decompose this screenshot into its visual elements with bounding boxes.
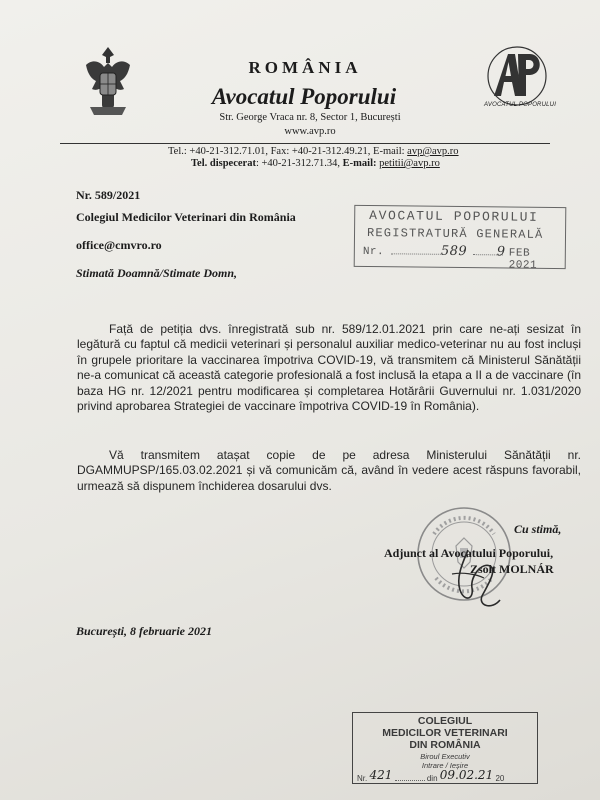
place-and-date: București, 8 februarie 2021 — [76, 624, 213, 638]
registry-stamp-subtitle: REGISTRATURĂ GENERALĂ — [366, 226, 544, 242]
salutation: Stimată Doamnă/Stimate Domn, — [76, 266, 238, 280]
registry-stamp — [354, 205, 567, 272]
receipt-stamp-line-2: MEDICILOR VETERINARI — [382, 727, 508, 739]
registry-number-handwritten: 589 — [440, 243, 468, 260]
receipt-stamp-entry — [353, 770, 537, 784]
contact-line-2 — [191, 158, 440, 169]
institution-address: Str. George Vraca nr. 8, Sector 1, București — [219, 112, 401, 123]
receipt-number-label: Nr. — [357, 774, 368, 783]
closing-phrase: Cu stimă, — [514, 522, 562, 536]
petitions-email-label: E-mail: — [342, 158, 377, 169]
recipient-name: Colegiul Medicilor Veterinari din România — [76, 210, 296, 224]
receipt-stamp-direction: Intrare / Ieșire — [421, 761, 469, 770]
signer-title: Adjunct al Avocatului Poporului, — [384, 546, 554, 560]
dispatcher-label: Tel. dispecerat — [191, 158, 256, 169]
receipt-stamp-line-1: COLEGIUL — [417, 715, 473, 727]
country-heading: ROMÂNIA — [248, 58, 362, 77]
receipt-number-handwritten: 421 — [369, 768, 393, 782]
contact-line-1 — [168, 146, 459, 157]
institution-website[interactable]: www.avp.ro — [284, 126, 336, 137]
receipt-stamp-office: Biroul Executiv — [420, 752, 470, 761]
contact-email-link[interactable]: avp@avp.ro — [407, 146, 459, 157]
receipt-year-suffix: 20 — [495, 774, 505, 783]
signer-name: Zsolt MOLNÁR — [470, 562, 554, 576]
registry-month-year: FEB 2021 — [508, 247, 538, 272]
registry-stamp-title: AVOCATUL POPORULUI — [369, 208, 539, 225]
receipt-stamp-line-3: DIN ROMÂNIA — [409, 739, 481, 751]
recipient-email[interactable]: office@cmvro.ro — [76, 238, 162, 252]
letter-number: Nr. 589/2021 — [76, 188, 141, 202]
receipt-date-handwritten: 09.02.21 — [439, 768, 494, 782]
institution-name: Avocatul Poporului — [211, 84, 397, 109]
registry-number-label: Nr. — [362, 245, 385, 259]
registry-stamp-entry — [362, 243, 559, 272]
receipt-stamp — [352, 712, 538, 784]
logo-caption: AVOCATUL POPORULUI — [484, 102, 557, 108]
header-divider — [60, 143, 550, 144]
receipt-date-label: din — [426, 774, 438, 783]
dispatcher-phone: : +40-21-312.71.34, — [255, 158, 341, 169]
handwritten-signature — [412, 544, 532, 624]
body-paragraph-2: Vă transmitem atașat copie de pe adresa Ministerului Sănătății nr. DGAMMUPSP/165.03.02.2021 și vă comunicăm că, având în vedere acest răspuns favorabil, urmează să dispunem închiderea dosarului dvs. — [77, 448, 581, 493]
registry-day-handwritten: 9 — [496, 244, 506, 260]
petitions-email-link[interactable]: petitii@avp.ro — [379, 158, 440, 169]
body-paragraph-1: Față de petiția dvs. înregistrată sub nr. 589/12.01.2021 prin care ne-ați sesizat în legătură cu faptul că medicii veterinari și personalul auxiliar medico-veterinar nu au fost incluși în grupele prioritare la vaccinarea împotriva COVID-19, vă transmitem că Ministerul Sănătății ne-a comunicat că această categorie profesională a fost inclusă la etapa a II a de vaccinare (în baza HG nr. 12/2021 pentru modificarea și completarea Hotărârii Guvernului nr. 1.031/2020 privind aprobarea Strategiei de vaccinare împotriva COVID-19 în România). — [77, 322, 581, 414]
phone-fax-text: Tel.: +40-21-312.71.01, Fax: +40-21-312.49.21, E-mail: — [168, 146, 405, 157]
